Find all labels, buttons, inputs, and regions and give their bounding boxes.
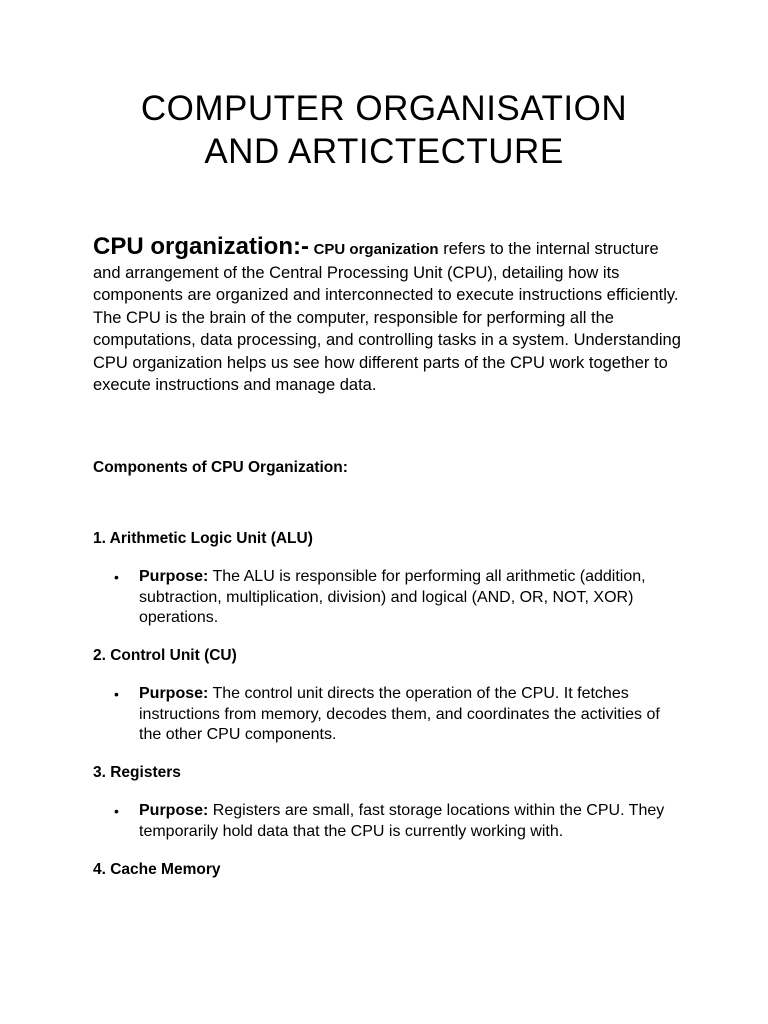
bullet-label: Purpose:: [139, 685, 209, 702]
section-heading-cu: 2. Control Unit (CU): [93, 647, 237, 664]
intro-lead-heading: CPU organization:-: [93, 233, 309, 260]
intro-term: CPU organization: [313, 241, 439, 258]
bullet-text: The control unit directs the operation of the CPU. It fetches instructions from memory, decodes them, and coordinates the activities of the other CPU components.: [139, 685, 660, 743]
bullet-text: The ALU is responsible for performing all arithmetic (addition, subtraction, multiplication, division) and logical (AND, OR, NOT, XOR) operations.: [139, 568, 646, 626]
section-heading-cache: 4. Cache Memory: [93, 861, 221, 878]
components-heading: Components of CPU Organization:: [93, 459, 348, 476]
bullet-marker: •: [114, 569, 119, 585]
section-heading-alu: 1. Arithmetic Logic Unit (ALU): [93, 530, 313, 547]
title-line-2: AND ARTICTECTURE: [204, 132, 564, 171]
section-heading-registers: 3. Registers: [93, 764, 181, 781]
intro-paragraph: [93, 233, 683, 397]
bullet-marker: •: [114, 803, 119, 819]
bullet-registers: [139, 801, 684, 842]
bullet-alu: [139, 567, 684, 629]
bullet-cu: [139, 684, 684, 746]
intro-text: refers to the internal structure and arrangement of the Central Processing Unit (CPU), detailing how its components are organized and interconnected to execute instructions efficiently. The CPU is the brain of the computer, responsible for performing all the computations, data processing, and controlling tasks in a system. Understanding CPU organization helps us see how different parts of the CPU work together to execute instructions and manage data.: [93, 240, 681, 394]
bullet-label: Purpose:: [139, 802, 209, 819]
bullet-label: Purpose:: [139, 568, 209, 585]
document-title: [0, 87, 768, 173]
title-line-1: COMPUTER ORGANISATION: [140, 89, 628, 128]
bullet-marker: •: [114, 686, 119, 702]
bullet-text: Registers are small, fast storage locations within the CPU. They temporarily hold data that the CPU is currently working with.: [139, 802, 665, 840]
